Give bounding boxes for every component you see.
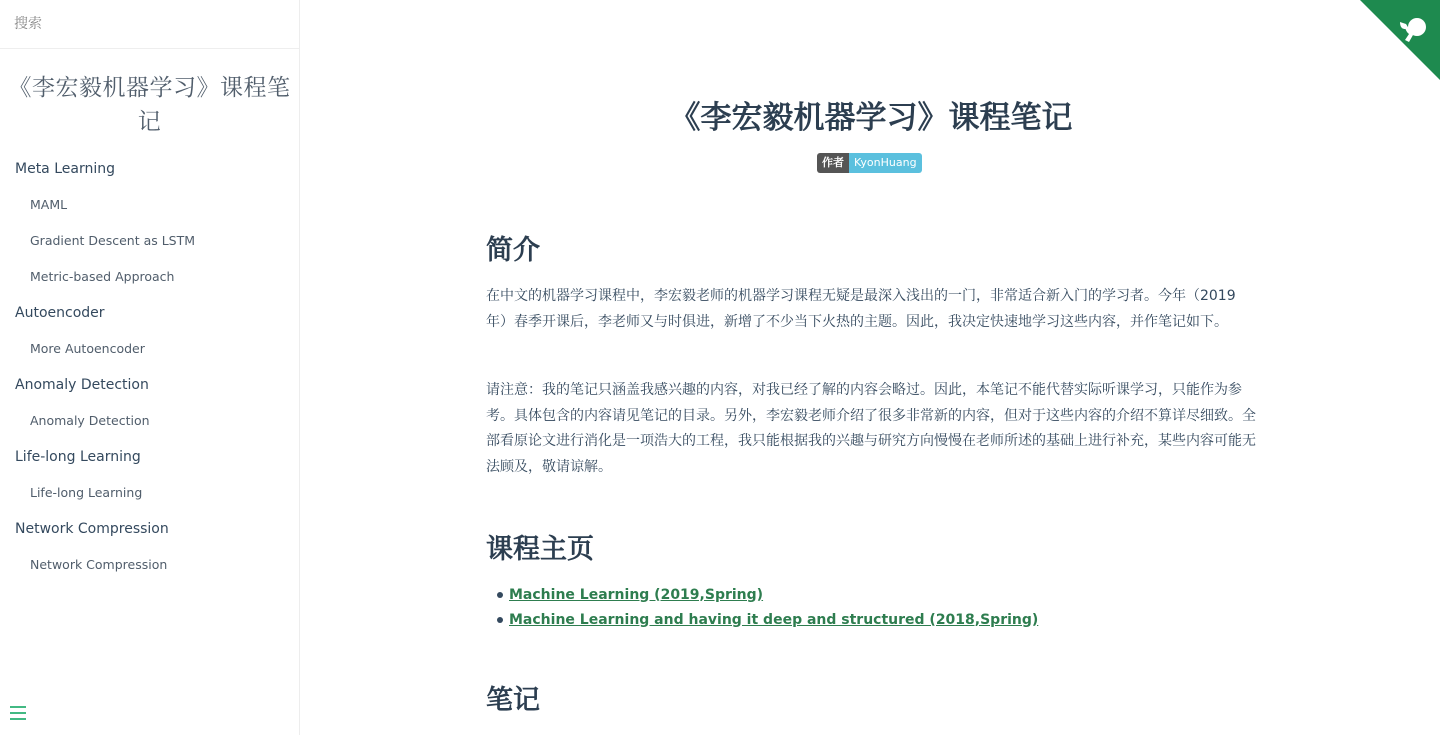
sidebar-section-4[interactable]: Network Compression (15, 521, 169, 537)
sidebar-section-1[interactable]: Autoencoder (15, 305, 105, 321)
sidebar-item-0-2[interactable]: Metric-based Approach (30, 269, 175, 284)
badge-value: KyonHuang (849, 153, 922, 173)
bullet (497, 592, 503, 598)
bullet (497, 617, 503, 623)
sidebar-item-0-0[interactable]: MAML (30, 197, 68, 212)
sidebar-item-1-0[interactable]: More Autoencoder (30, 341, 145, 356)
course-link-2018[interactable]: Machine Learning and having it deep and structured (2018,Spring) (509, 611, 1039, 628)
list-item (486, 607, 1038, 632)
sidebar-item-3-0[interactable]: Life-long Learning (30, 485, 143, 500)
sidebar-item-4-0[interactable]: Network Compression (30, 557, 168, 572)
sidebar-item-0-1[interactable]: Gradient Descent as LSTM (30, 233, 196, 248)
sidebar-section-0[interactable]: Meta Learning (15, 161, 115, 177)
search-box (0, 0, 299, 49)
page-title: 《李宏毅机器学习》课程笔记 (669, 100, 1073, 136)
app-name[interactable]: 《李宏毅机器学习》课程笔记 (8, 75, 291, 135)
sidebar-section-2[interactable]: Anomaly Detection (15, 377, 149, 393)
badge-label: 作者 (817, 153, 849, 173)
intro-paragraph-1: 在中文的机器学习课程中，李宏毅老师的机器学习课程无疑是最深入浅出的一门，非常适合新入门的学习者。今年（2019 年）春季开课后，李老师又与时俱进，新增了不少当下火热的主题。因此，我决定快速地学习这些内容，并作笔记如下。 (486, 288, 1236, 330)
notes-heading: 笔记 (486, 685, 540, 716)
github-corner[interactable] (1360, 0, 1440, 80)
hamburger-menu-icon[interactable] (10, 706, 26, 722)
intro-paragraph-2: 请注意：我的笔记只涵盖我感兴趣的内容，对我已经了解的内容会略过。因此，本笔记不能代替实际听课学习，只能作为参考。具体包含的内容请见笔记的目录。另外，李宏毅老师介绍了很多非常新的内容，但对于这些内容的介绍不算详尽细致。全部看原论文进行消化是一项浩大的工程，我只能根据我的兴趣与研究方向慢慢在老师所述的基础上进行补充，某些内容可能无法顾及，敬请谅解。 (486, 382, 1256, 475)
github-octocat-icon (1360, 0, 1440, 80)
intro-heading: 简介 (486, 235, 540, 266)
author-badge (817, 153, 922, 173)
sidebar-item-2-0[interactable]: Anomaly Detection (30, 413, 150, 428)
sidebar-section-3[interactable]: Life-long Learning (15, 449, 141, 465)
sidebar-nav (0, 151, 299, 583)
course-link-2019[interactable]: Machine Learning (2019,Spring) (509, 586, 764, 603)
course-links (486, 582, 1038, 632)
list-item (486, 582, 1038, 607)
sidebar (0, 0, 300, 735)
search-input[interactable] (14, 16, 274, 32)
course-heading: 课程主页 (486, 534, 594, 565)
